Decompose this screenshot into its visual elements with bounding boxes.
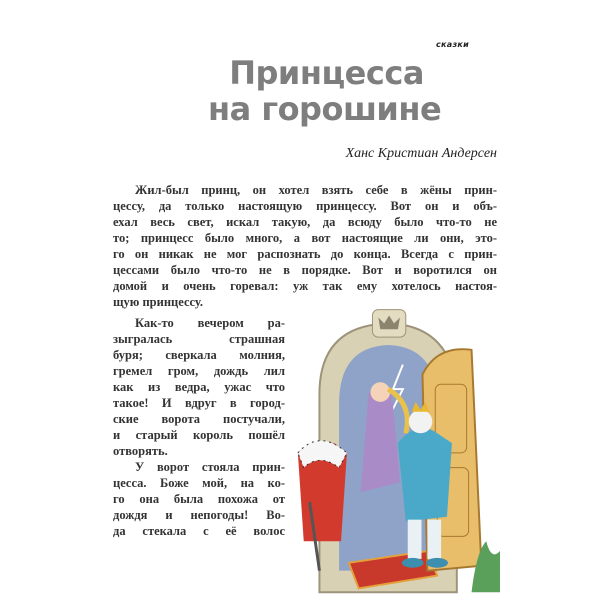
- text-line: Жил-был принц, он хотел взять себе в жёны прин-: [135, 183, 497, 197]
- text-line: Как-то вечером ра-: [135, 316, 285, 330]
- text-line: такое! И вдруг в город-: [113, 396, 285, 410]
- text-line: и старый король пошёл: [113, 428, 285, 442]
- illustration-king-opens-gate: [290, 304, 500, 594]
- king-head: [409, 410, 433, 434]
- story-title: [208, 54, 442, 128]
- text-line: как из ведра, ужас что: [113, 380, 285, 394]
- text-line: ские ворота постучали,: [113, 412, 285, 426]
- text-line: дождя и непогоды! Во-: [113, 508, 285, 522]
- king-leg: [408, 520, 422, 559]
- text-line: да стекала с её волос: [113, 524, 285, 538]
- text-line: щую принцессу.: [113, 295, 203, 309]
- paragraph-3: [113, 459, 285, 539]
- text-line: го она была похожа от: [113, 492, 285, 506]
- princess-head: [370, 382, 390, 402]
- text-line: буря; сверкала молния,: [113, 348, 285, 362]
- king-shoe: [426, 558, 448, 568]
- text-line: отворять.: [113, 444, 168, 458]
- text-line: цессами было что-то не в порядке. Вот и воротился он: [113, 263, 497, 277]
- text-line: то; принцесс было много, а вот настоящие ли они, это-: [113, 231, 497, 245]
- text-line: зыгралась страшная: [113, 332, 285, 346]
- section-label: сказки: [436, 40, 470, 49]
- text-line: ехал весь свет, искал такую, да всюду было что-то не: [113, 215, 497, 229]
- text-line: домой и очень горевал: уж так ему хотелось настоя-: [113, 279, 497, 293]
- king-leg: [427, 520, 441, 559]
- king-shoe: [402, 558, 424, 568]
- text-line: цессу, да только настоящую принцессу. Вот он и объ-: [113, 199, 497, 213]
- king: [398, 428, 452, 522]
- author-name: Ханс Кристиан Андерсен: [345, 146, 497, 161]
- text-line: го он никак не мог распознать до конца. Всегда с прин-: [113, 247, 497, 261]
- paragraph-1: [113, 182, 497, 310]
- title-line-2: на горошине: [208, 90, 442, 128]
- text-line: цесса. Боже мой, на ко-: [113, 476, 285, 490]
- title-line-1: Принцесса: [229, 54, 424, 92]
- text-line: У ворот стояла прин-: [135, 460, 285, 474]
- text-line: гремел гром, дождь лил: [113, 364, 285, 378]
- paragraph-2: [113, 315, 285, 459]
